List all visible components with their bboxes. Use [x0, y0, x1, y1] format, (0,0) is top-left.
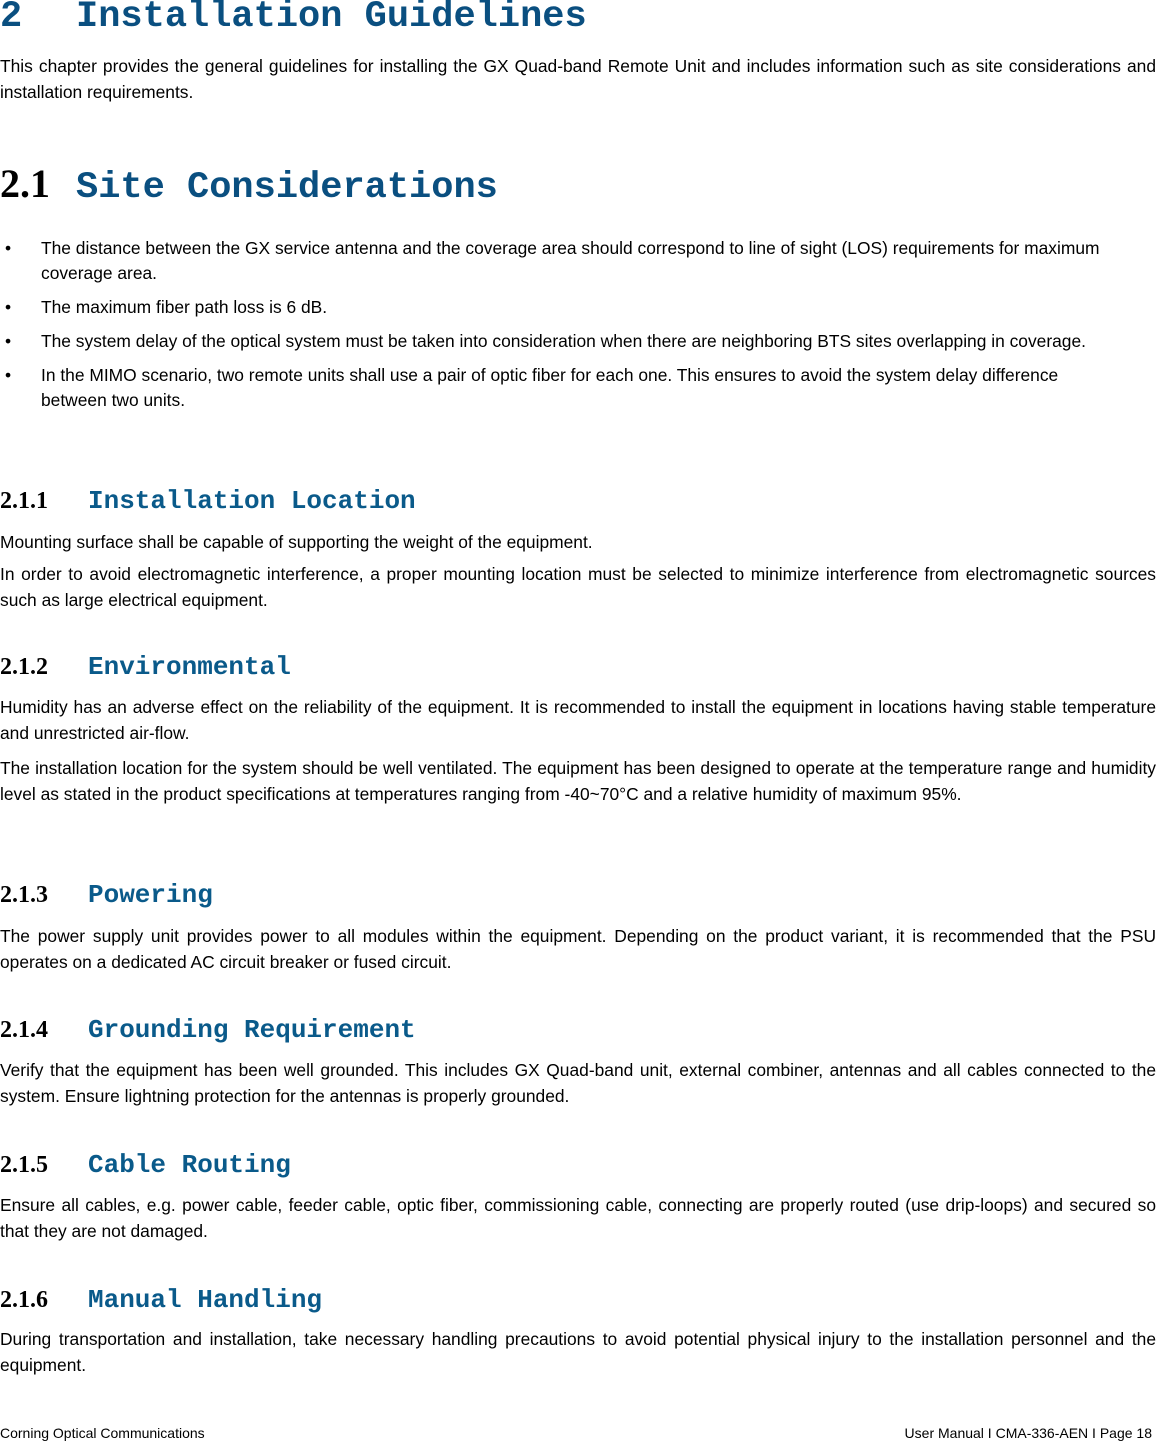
subsection-heading	[0, 1150, 291, 1182]
paragraph: The power supply unit provides power to all modules within the equipment. Depending on the product variant, it is recommended that the PSU operates on a dedicated AC circuit breaker or fused circuit.	[0, 926, 1156, 972]
subsection-number: 2.1.4	[0, 1017, 48, 1043]
subsection-title: Powering	[88, 880, 213, 910]
bullet-icon: •	[4, 365, 12, 385]
paragraph: Mounting surface shall be capable of supporting the weight of the equipment.	[0, 532, 593, 552]
list-item	[0, 329, 1111, 354]
subsection-number: 2.1.2	[0, 654, 48, 680]
section-heading	[0, 160, 498, 209]
chapter-number: 2	[0, 0, 23, 38]
list-item-text: The distance between the GX service antenna and the coverage area should correspond to line of sight (LOS) requirements for maximum coverage area.	[41, 238, 1100, 283]
section-title: Site Considerations	[76, 167, 498, 209]
list-item	[0, 236, 1111, 286]
subsection-heading	[0, 1285, 322, 1317]
bullet-icon: •	[4, 331, 12, 351]
paragraph: Ensure all cables, e.g. power cable, feeder cable, optic fiber, commissioning cable, connecting are properly routed (use drip-loops) and secured so that they are not damaged.	[0, 1195, 1156, 1241]
list-item	[0, 295, 1111, 320]
subsection-heading	[0, 652, 291, 684]
chapter-intro: This chapter provides the general guidelines for installing the GX Quad-band Remote Unit and includes information such as site considerations and installation requirements.	[0, 56, 1156, 102]
subsection-title: Installation Location	[88, 486, 416, 516]
subsection-heading	[0, 486, 416, 518]
list-item-text: The maximum fiber path loss is 6 dB.	[41, 297, 328, 317]
subsection-number: 2.1.6	[0, 1287, 48, 1313]
bullet-icon: •	[4, 297, 12, 317]
list-item	[0, 363, 1111, 413]
subsection-number: 2.1.3	[0, 882, 48, 908]
subsection-heading	[0, 1015, 416, 1047]
bullet-icon: •	[4, 238, 12, 258]
paragraph: In order to avoid electromagnetic interference, a proper mounting location must be selected to minimize interference from electromagnetic sources such as large electrical equipment.	[0, 564, 1156, 610]
paragraph: The installation location for the system should be well ventilated. The equipment has been designed to operate at the temperature range and humidity level as stated in the product specifications at temperatures ranging from -40~70°C and a relative humidity of maximum 95%.	[0, 758, 1156, 804]
list-item-text: In the MIMO scenario, two remote units shall use a pair of optic fiber for each one. This ensures to avoid the system delay difference between two units.	[41, 365, 1059, 410]
subsection-title: Cable Routing	[88, 1150, 291, 1180]
subsection-title: Grounding Requirement	[88, 1015, 416, 1045]
paragraph: During transportation and installation, take necessary handling precautions to avoid potential physical injury to the installation personnel and the equipment.	[0, 1329, 1156, 1375]
site-considerations-list	[0, 236, 1156, 422]
list-item-text: The system delay of the optical system must be taken into consideration when there are neighboring BTS sites overlapping in coverage.	[41, 331, 1086, 351]
chapter-title: Installation Guidelines	[76, 0, 587, 38]
section-number: 2.1	[0, 161, 50, 206]
footer-page-info: User Manual I CMA-336-AEN I Page 18	[904, 1425, 1152, 1441]
subsection-heading	[0, 880, 213, 912]
subsection-title: Manual Handling	[88, 1285, 323, 1315]
chapter-heading	[0, 0, 587, 40]
paragraph: Verify that the equipment has been well grounded. This includes GX Quad-band unit, external combiner, antennas and all cables connected to the system. Ensure lightning protection for the antennas is properly grounded.	[0, 1060, 1156, 1106]
paragraph: Humidity has an adverse effect on the reliability of the equipment. It is recommended to install the equipment in locations having stable temperature and unrestricted air-flow.	[0, 697, 1156, 743]
subsection-title: Environmental	[88, 652, 291, 682]
subsection-number: 2.1.1	[0, 488, 48, 514]
footer-company: Corning Optical Communications	[0, 1425, 205, 1441]
subsection-number: 2.1.5	[0, 1152, 48, 1178]
